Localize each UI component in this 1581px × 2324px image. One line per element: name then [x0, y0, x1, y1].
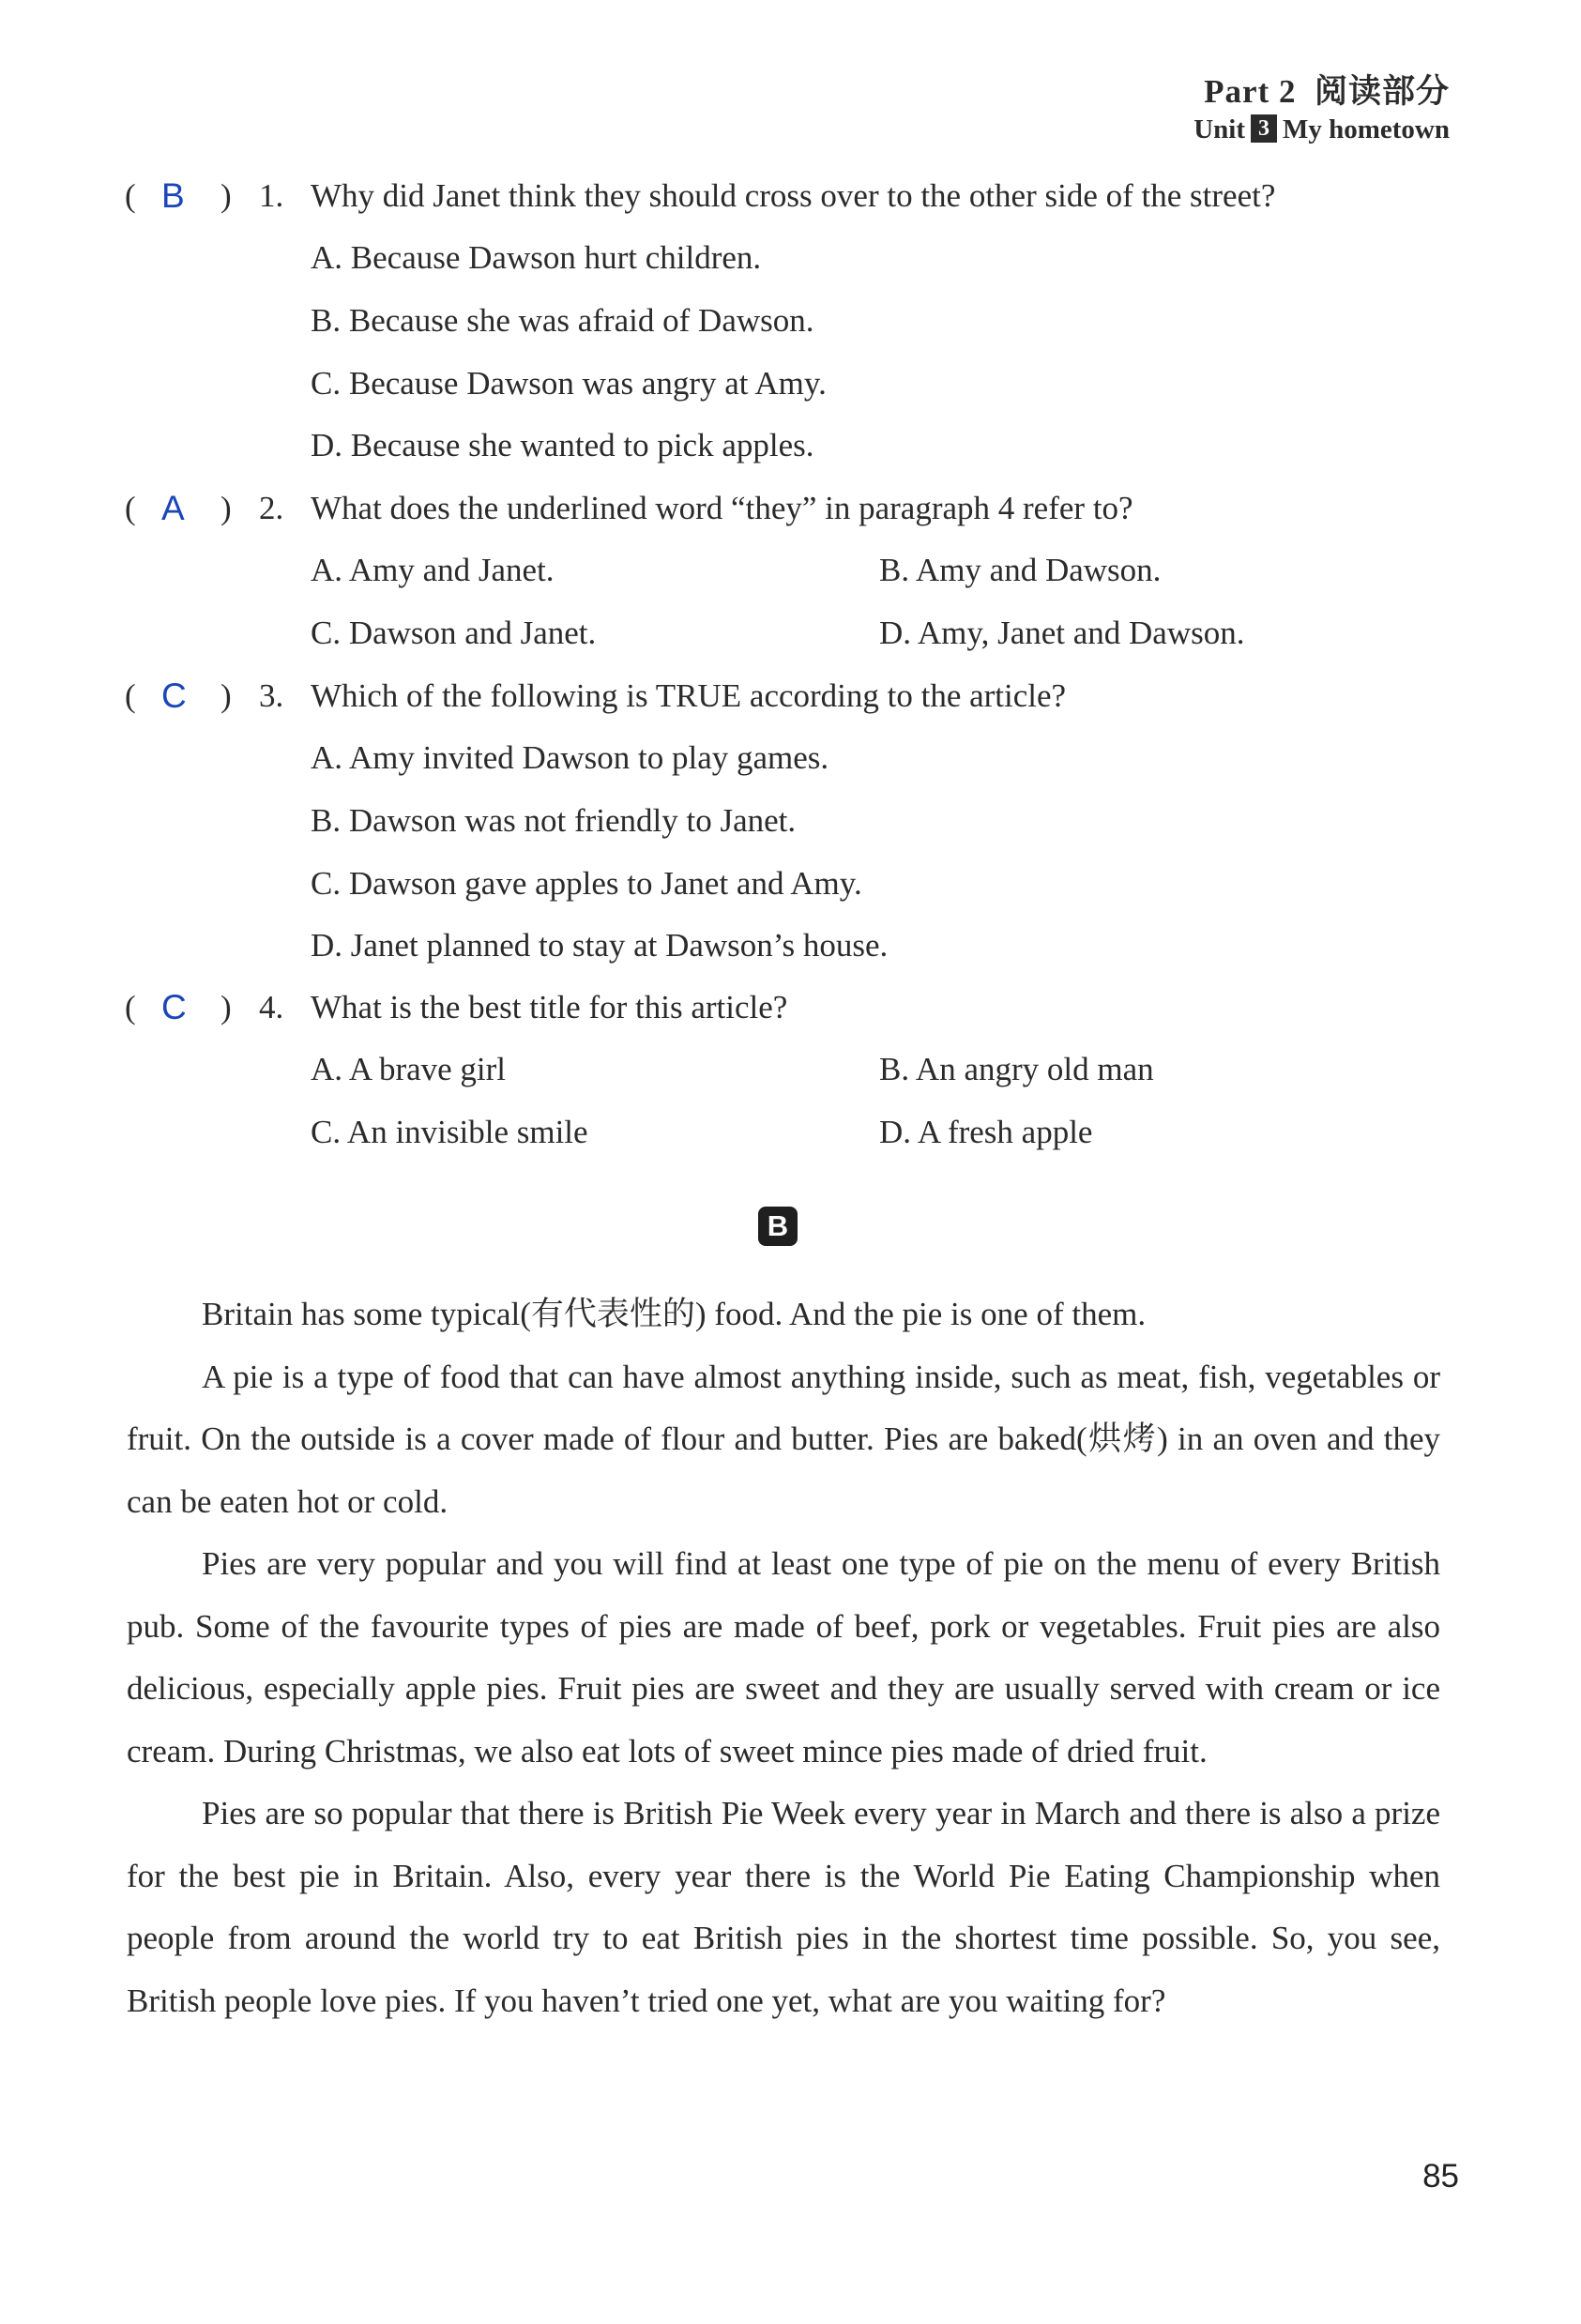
answer-mark: C: [161, 988, 187, 1026]
question-number: 2.: [259, 490, 284, 526]
section-b-badge: B: [758, 1207, 798, 1246]
part-header: [1204, 66, 1450, 113]
unit-header: [1193, 114, 1450, 145]
unit-title: My hometown: [1282, 114, 1450, 144]
answer-paren-close: ): [220, 490, 232, 526]
answer-paren-open: (: [125, 989, 136, 1025]
answer-paren-close: ): [220, 177, 232, 214]
answer-mark: C: [161, 676, 187, 715]
question-number: 4.: [259, 989, 284, 1025]
option-d: D. Amy, Janet and Dawson.: [879, 615, 1245, 651]
question-text: What is the best title for this article?: [311, 989, 788, 1025]
part-label: Part 2: [1204, 73, 1297, 110]
option-c: C. Dawson and Janet.: [311, 615, 597, 651]
question-text: What does the underlined word “they” in paragraph 4 refer to?: [311, 490, 1133, 526]
page-number: 85: [1422, 2158, 1459, 2195]
option-a: A. A brave girl: [311, 1051, 507, 1087]
question-text: Which of the following is TRUE according to the article?: [311, 677, 1067, 714]
part-title: 阅读部分: [1314, 73, 1450, 110]
option-d: D. Janet planned to stay at Dawson’s house.: [311, 927, 889, 964]
option-b: B. Amy and Dawson.: [879, 552, 1162, 588]
answer-paren-close: ): [220, 989, 232, 1025]
question-text: Why did Janet think they should cross over to the other side of the street?: [311, 177, 1276, 214]
passage-paragraph-2: A pie is a type of food that can have almost anything inside, such as meat, fish, vegetables or fruit. On the outside is a cover made of flour and butter. Pies are baked(烘烤) in an oven and they can be eaten hot or cold.: [127, 1358, 1440, 1520]
answer-paren-open: (: [125, 177, 136, 214]
answer-mark: A: [161, 489, 185, 527]
option-b: B. An angry old man: [879, 1051, 1154, 1087]
option-a: A. Amy and Janet.: [311, 552, 555, 588]
answer-paren-open: (: [125, 490, 136, 526]
option-c: C. Because Dawson was angry at Amy.: [311, 365, 827, 402]
question-number: 1.: [259, 177, 284, 214]
answer-mark: B: [161, 176, 185, 215]
option-a: A. Because Dawson hurt children.: [311, 239, 762, 276]
option-b: B. Dawson was not friendly to Janet.: [311, 802, 797, 839]
option-a: A. Amy invited Dawson to play games.: [311, 739, 829, 776]
option-b: B. Because she was afraid of Dawson.: [311, 302, 814, 339]
answer-paren-open: (: [125, 677, 136, 714]
option-d: D. Because she wanted to pick apples.: [311, 427, 814, 463]
option-d: D. A fresh apple: [879, 1114, 1093, 1150]
answer-paren-close: ): [220, 677, 232, 714]
passage-paragraph-1: Britain has some typical(有代表性的) food. And the pie is one of them.: [202, 1296, 1147, 1332]
unit-label: Unit: [1193, 114, 1245, 144]
passage-paragraph-3: Pies are very popular and you will find at least one type of pie on the menu of every British pub. Some of the favourite types of pies are made of beef, pork or vegetables. Fruit pies are also delicious, especially apple pies. Fruit pies are sweet and they are usually served with cream or ice cream. During Christmas, we also eat lots of sweet mince pies made of dried fruit.: [127, 1545, 1440, 1770]
option-c: C. An invisible smile: [311, 1114, 588, 1150]
option-c: C. Dawson gave apples to Janet and Amy.: [311, 865, 862, 902]
question-number: 3.: [259, 677, 284, 714]
unit-number-badge: 3: [1251, 114, 1277, 143]
passage-paragraph-4: Pies are so popular that there is British Pie Week every year in March and there is also a prize for the best pie in Britain. Also, every year there is the World Pie Eating Championship when people from around the world try to eat British pies in the shortest time possible. So, you see, British people love pies. If you haven’t tried one yet, what are you waiting for?: [127, 1795, 1440, 2019]
reading-passage: [127, 1284, 1440, 2032]
